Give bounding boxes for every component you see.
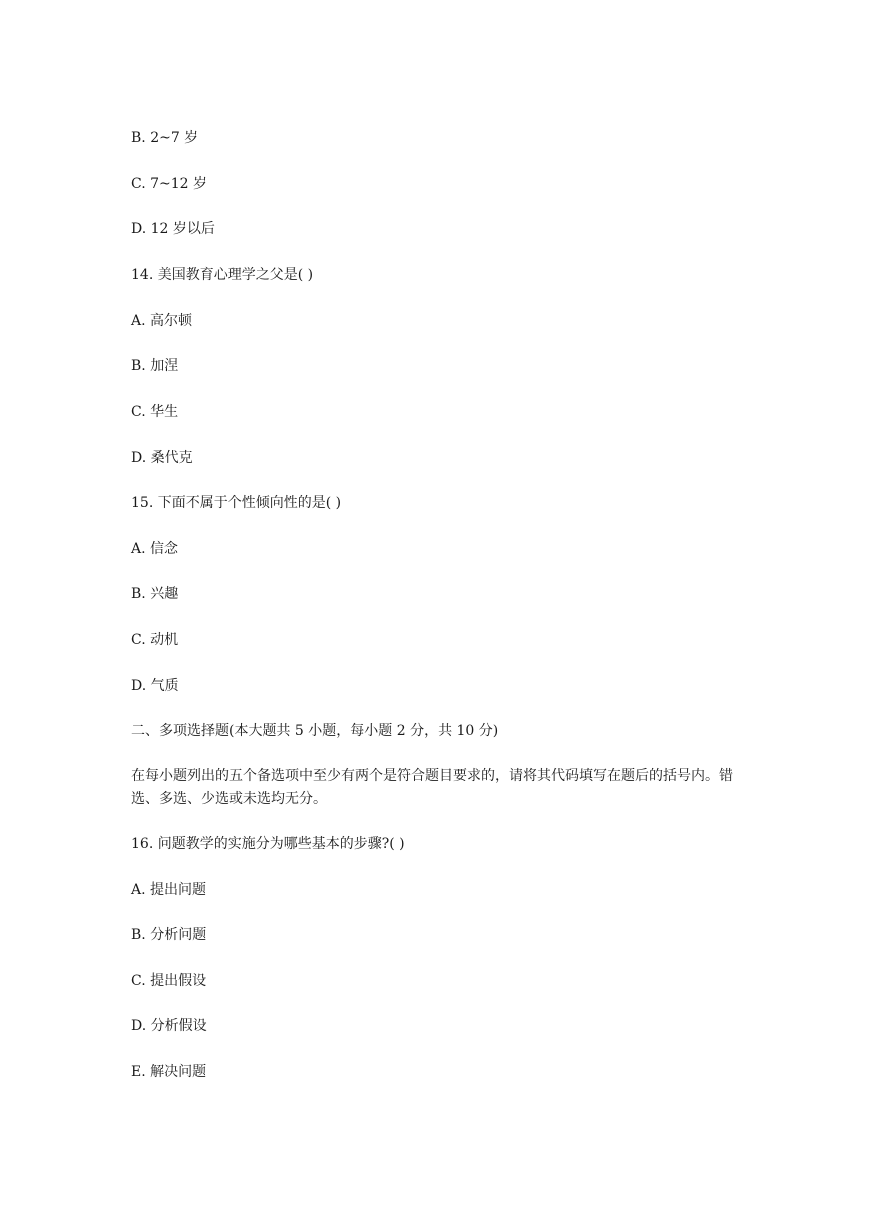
q15-option-c: C. 动机 [131, 632, 179, 648]
q16-option-a: A. 提出问题 [131, 882, 207, 898]
q14-question: 14. 美国教育心理学之父是( ) [131, 267, 314, 283]
q13-option-b: B. 2~7 岁 [131, 130, 199, 146]
q15-question: 15. 下面不属于个性倾向性的是( ) [131, 495, 342, 511]
section-instructions: 在每小题列出的五个备选项中至少有两个是符合题目要求的，请将其代码填写在题后的括号内。错选、多选、少选或未选均无分。 [131, 768, 733, 807]
q15-option-a: A. 信念 [131, 541, 179, 557]
section-heading: 二、多项选择题(本大题共 5 小题，每小题 2 分，共 10 分) [131, 723, 499, 739]
q14-option-c: C. 华生 [131, 404, 179, 420]
q14-option-b: B. 加涅 [131, 358, 179, 374]
q15-option-b: B. 兴趣 [131, 586, 179, 602]
q16-option-d: D. 分析假设 [131, 1018, 207, 1034]
q14-option-d: D. 桑代克 [131, 450, 193, 466]
q13-option-d: D. 12 岁以后 [131, 221, 215, 237]
q16-option-c: C. 提出假设 [131, 973, 207, 989]
q14-option-a: A. 高尔顿 [131, 313, 193, 329]
q13-option-c: C. 7~12 岁 [131, 176, 208, 192]
q15-option-d: D. 气质 [131, 678, 179, 694]
q16-question: 16. 问题教学的实施分为哪些基本的步骤?( ) [131, 836, 405, 852]
q16-option-b: B. 分析问题 [131, 927, 207, 943]
q16-option-e: E. 解决问题 [131, 1064, 207, 1080]
